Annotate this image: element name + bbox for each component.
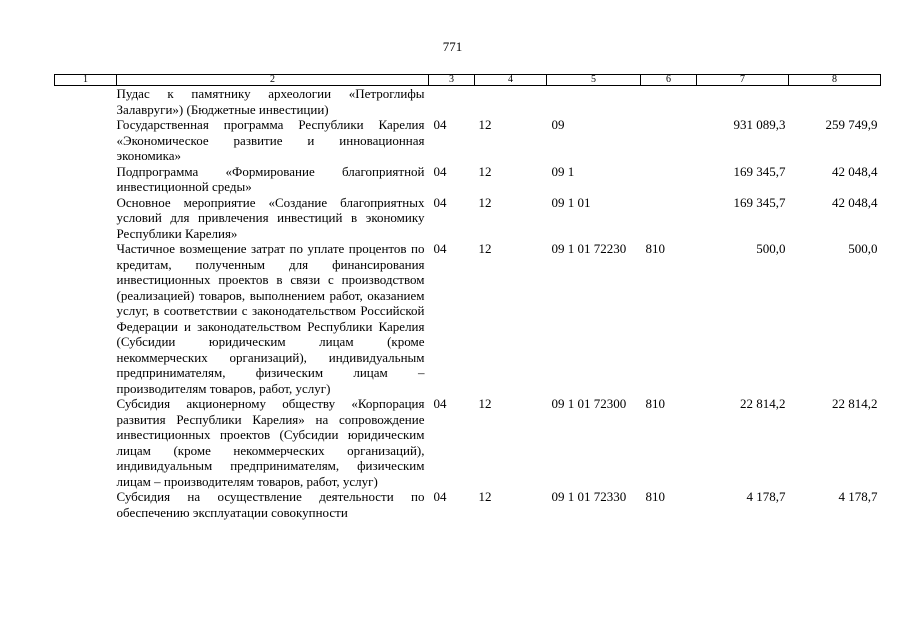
amount-1-cell: 500,0: [756, 241, 786, 256]
table-row: [55, 396, 881, 489]
amount-1-cell: 169 345,7: [733, 194, 786, 210]
section-cell: [429, 86, 475, 118]
expense-name-cell: Частичное возмещение затрат по уплате процентов по кредитам, полученным для финансирования инвестиционных проектов в связи с производством (реализацией) товаров, выполнением работ, оказанием услуг, в соответствии с законодательством Российской Федерации и законодательством Республики Карелия (Субсидии юридическим лицам (кроме некоммерческих организаций), индивидуальным предпринимателям, физическим лицам – производителям товаров, работ, услуг): [116, 241, 425, 396]
amount-1-cell: 169 345,7: [733, 163, 786, 179]
expense-type-cell: [641, 195, 697, 242]
expense-name-cell: Субсидия акционерному обществу «Корпорация развития Республики Карелия» на сопровождение инвестиционных проектов (Субсидии юридическим лицам (кроме некоммерческих организаций), индивидуальным предпринимателям, физическим лицам – производителям товаров, работ, услуг): [116, 396, 425, 489]
expense-name-cell: Основное мероприятие «Создание благоприятных условий для привлечения инвестиций в экономику Республики Карелия»: [116, 194, 425, 241]
amount-1-cell: [697, 86, 789, 118]
expense-type-cell: 810: [645, 489, 665, 504]
column-number: 7: [697, 75, 789, 86]
section-cell: 04: [433, 489, 447, 504]
target-article-cell: 09 1 01 72230: [551, 241, 627, 256]
column-number: 2: [117, 75, 429, 86]
expense-type-cell: [641, 164, 697, 195]
section-cell: 04: [433, 241, 447, 256]
subsection-cell: 12: [478, 489, 492, 504]
row-code-cell: [55, 489, 117, 520]
amount-1-cell: 931 089,3: [733, 117, 786, 132]
budget-table: [54, 74, 881, 520]
expense-type-cell: 810: [645, 396, 665, 411]
column-number: 5: [547, 75, 641, 86]
section-cell: 04: [433, 194, 447, 210]
table-row: [55, 489, 881, 520]
table-row: [55, 86, 881, 118]
target-article-cell: 09 1: [551, 163, 575, 179]
section-cell: 04: [433, 396, 447, 411]
target-article-cell: 09 1 01 72330: [551, 489, 627, 504]
column-number: 8: [789, 75, 881, 86]
target-article-cell: 09: [551, 117, 565, 132]
table-row: [55, 241, 881, 396]
amount-2-cell: 42 048,4: [832, 163, 878, 179]
row-code-cell: [55, 396, 117, 489]
expense-type-cell: 810: [645, 241, 665, 256]
section-cell: 04: [433, 163, 447, 179]
column-number: 1: [55, 75, 117, 86]
page-number: 771: [442, 39, 463, 54]
subsection-cell: [475, 86, 547, 118]
amount-2-cell: 22 814,2: [832, 396, 878, 411]
row-code-cell: [55, 241, 117, 396]
subsection-cell: 12: [478, 163, 492, 179]
section-cell: 04: [433, 117, 447, 132]
expense-name-cell: Пудас к памятнику археологии «Петроглифы Залавруги») (Бюджетные инвестиции): [116, 86, 425, 117]
amount-1-cell: 22 814,2: [740, 396, 786, 411]
target-article-cell: 09 1 01: [551, 194, 591, 210]
amount-2-cell: 4 178,7: [838, 489, 878, 504]
column-number: 3: [429, 75, 475, 86]
table-row: [55, 164, 881, 195]
subsection-cell: 12: [478, 241, 492, 256]
column-number: 4: [475, 75, 547, 86]
table-row: [55, 195, 881, 242]
expense-type-cell: [641, 117, 697, 164]
amount-2-cell: 42 048,4: [832, 194, 878, 210]
target-article-cell: [547, 86, 641, 118]
amount-2-cell: 500,0: [848, 241, 878, 256]
expense-name-cell: Субсидия на осуществление деятельности по обеспечению эксплуатации совокупности: [116, 489, 425, 520]
expense-name-cell: Подпрограмма «Формирование благоприятной инвестиционной среды»: [116, 163, 425, 194]
expense-name-cell: Государственная программа Республики Карелия «Экономическое развитие и инновационная экономика»: [116, 117, 425, 163]
row-code-cell: [55, 164, 117, 195]
amount-1-cell: 4 178,7: [746, 489, 786, 504]
expense-type-cell: [641, 86, 697, 118]
subsection-cell: 12: [478, 194, 492, 210]
subsection-cell: 12: [478, 117, 492, 132]
table-row: [55, 117, 881, 164]
amount-2-cell: 259 749,9: [825, 117, 878, 132]
row-code-cell: [55, 86, 117, 118]
row-code-cell: [55, 117, 117, 164]
row-code-cell: [55, 195, 117, 242]
subsection-cell: 12: [478, 396, 492, 411]
amount-2-cell: [789, 86, 881, 118]
column-number-row: [55, 75, 881, 86]
column-number: 6: [641, 75, 697, 86]
target-article-cell: 09 1 01 72300: [551, 396, 627, 411]
